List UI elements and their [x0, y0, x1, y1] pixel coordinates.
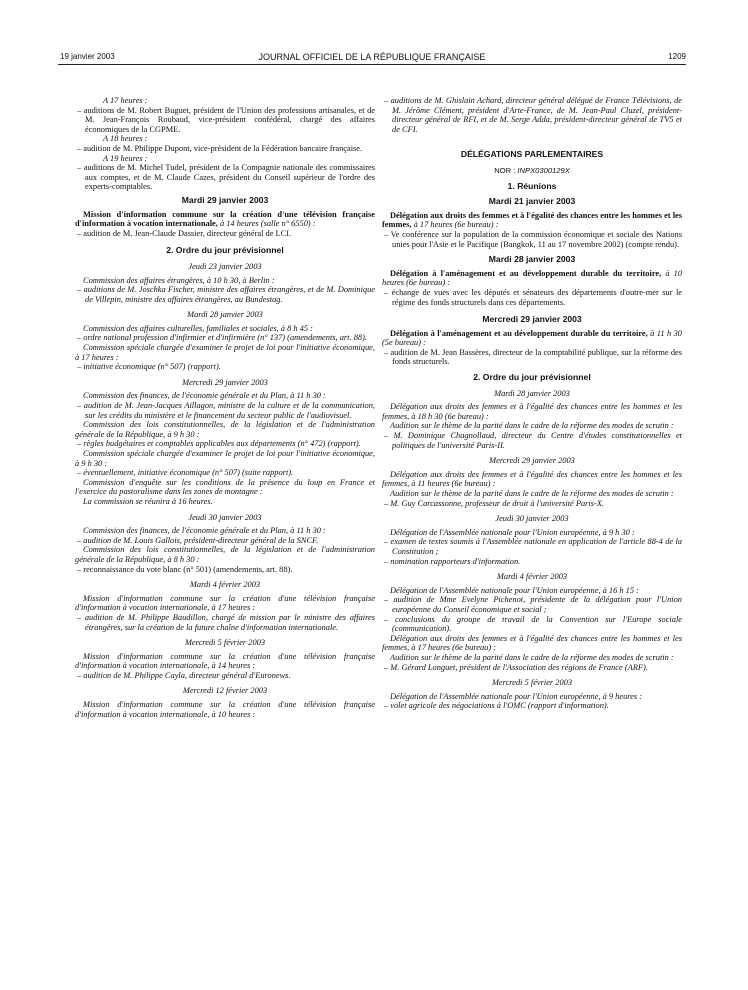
agenda-item: – initiative économique (n° 507) (rapport). [77, 362, 221, 372]
agenda-item: – volet agricole des négociations à l'OMC (rapport d'information). [384, 701, 609, 711]
date-heading: Mardi 21 janvier 2003 [488, 196, 576, 207]
agenda-body [382, 211, 682, 230]
agenda-item: – ordre national profession d'infirmier et d'infirmière (n° 137) (amendements, art. 88). [77, 333, 367, 343]
time-room: à 10 heures (6e bureau) : [382, 268, 682, 288]
agenda-item: – nomination rapporteurs d'information. [384, 556, 521, 566]
date-heading: Mercredi 12 février 2003 [182, 686, 268, 696]
agenda-item: – audition de M. Jean Bassères, directeur de la comptabilité publique, sur la réforme des fonds structurels. [384, 347, 682, 367]
date-heading: Mercredi 5 février 2003 [491, 678, 573, 688]
agenda-item: – Ve conférence sur la population de la commission économique et sociale des Nations unies pour l'Asie et le Pacifique (Bangkok, 11 au 17 novembre 2002) (compte rendu). [384, 229, 682, 249]
header-page-number: 1209 [668, 52, 686, 61]
commission-line: Mission d'information commune sur la création d'une télévision française d'information à vocation internationale, à 14 heures : [75, 651, 375, 671]
commission-line: Mission d'information commune sur la création d'une télévision française d'information à vocation internationale, à 17 heures : [75, 593, 375, 613]
agenda-item: – éventuellement, initiative économique (n° 507) (suite rapport). [77, 468, 294, 478]
commission-line: Commission des lois constitutionnelles, de la législation et de l'administration générale de la République, à 8 h 30 : [75, 545, 375, 564]
delegation-line: Délégation de l'Assemblée nationale pour l'Union européenne, à 9 h 30 : [390, 527, 635, 537]
agenda-note: La commission se réunira à 16 heures. [83, 496, 213, 506]
delegation-line: Délégation de l'Assemblée nationale pour l'Union européenne, à 16 h 15 : [390, 585, 639, 595]
agenda-item: – reconnaissance du vote blanc (n° 501) (amendements, art. 88). [77, 564, 293, 574]
agenda-item: – audition de M. Philippe Baudillon, chargé de mission par le ministre des affaires étrangères, sur la création de la future chaîne d'information internationale. [77, 612, 375, 632]
nor-label: NOR : [494, 165, 518, 175]
commission-line: Commission des affaires culturelles, familiales et sociales, à 8 h 45 : [83, 323, 313, 333]
time-room: à 17 heures (6e bureau) : [411, 220, 499, 230]
hearing-theme: Audition sur le thème de la parité dans le cadre de la réforme des modes de scrutin : [390, 489, 674, 498]
nor-code: INPX0300129X [517, 165, 570, 175]
commission-line: Commission des finances, de l'économie générale et du Plan, à 11 h 30 : [83, 526, 326, 536]
time-label: A 19 heures : [103, 153, 148, 163]
agenda-item: – audition de Mme Evelyne Pichenot, présidente de la délégation pour l'Union européenne du Conseil économique et social ; [384, 595, 682, 614]
commission-line: Commission des affaires étrangères, à 10 h 30, à Berlin : [83, 275, 275, 285]
agenda-item: – audition de M. Jean-Jacques Aillagon, ministre de la culture et de la communication, sur les crédits du ministère et le financement du secteur public de l'audiovisuel. [77, 401, 375, 420]
date-heading: Jeudi 23 janvier 2003 [188, 261, 262, 271]
hearing-theme: Audition sur le thème de la parité dans le cadre de la réforme des modes de scrutin : [390, 652, 674, 662]
agenda-body [382, 329, 682, 348]
nor-reference [382, 166, 682, 176]
delegation-line: Délégation aux droits des femmes et à l'égalité des chances entre les hommes et les femmes, à 18 h 30 (6e bureau) : [382, 402, 682, 421]
commission-line: Commission d'enquête sur les conditions de la présence du loup en France et l'exercice du pastoralisme dans les zones de montagne : [75, 477, 375, 497]
left-column [75, 96, 375, 719]
date-heading: Mercredi 5 février 2003 [184, 638, 266, 648]
agenda-item: – M. Gérard Longuet, président de l'Association des régions de France (ARF). [384, 662, 648, 672]
commission-line: Commission spéciale chargée d'examiner le projet de loi pour l'initiative économique, à 9 h 30 : [75, 449, 375, 468]
commission-line: Commission spéciale chargée d'examiner le projet de loi pour l'initiative économique, à 17 heures : [75, 343, 375, 362]
agenda-item: – échange de vues avec les députés et sénateurs des départements d'outre-mer sur le régime des fonds structurels dans ces départements. [384, 287, 682, 307]
agenda-item: – audition de M. Philippe Dupont, vice-président de la Fédération bancaire française. [77, 143, 363, 153]
date-heading: Jeudi 30 janvier 2003 [495, 514, 569, 524]
date-heading: Mardi 4 février 2003 [189, 580, 261, 590]
delegation-title: Délégation à l'aménagement et au développement durable du territoire, [390, 268, 662, 278]
date-heading: Mardi 28 janvier 2003 [494, 388, 570, 398]
header-rule [58, 64, 686, 65]
delegation-line: Délégation de l'Assemblée nationale pour l'Union européenne, à 9 heures : [390, 691, 643, 701]
agenda-item: – auditions de M. Michel Tudel, président de la Compagnie nationale des commissaires aux comptes, et de M. Claude Cazes, président du Conseil supérieur de l'ordre des experts-comptables. [77, 163, 375, 192]
delegation-line: Délégation aux droits des femmes et à l'égalité des chances entre les hommes et les femmes, à 11 heures (6e bureau) : [382, 469, 682, 489]
agenda-body [75, 210, 375, 229]
agenda-item: – auditions de M. Ghislain Achard, directeur général délégué de France Télévisions, de M. Jérôme Clément, président d'Arte-France, de M. Jean-Paul Cluzel, président-directeur général de RFI, et de M. Serge Adda, président-directeur général de TV5 et de CFI. [384, 96, 682, 134]
hearing-theme: Audition sur le thème de la parité dans le cadre de la réforme des modes de scrutin : [390, 421, 674, 431]
header-date: 19 janvier 2003 [60, 52, 115, 61]
commission-line: Mission d'information commune sur la création d'une télévision française d'information à vocation internationale, à 10 heures : [75, 700, 375, 719]
mission-title: Mission d'information commune sur la création d'une télévision française d'information à vocation internationale, [75, 209, 375, 229]
agenda-item: – M. Guy Carcassonne, professeur de droit à l'université Paris-X. [384, 498, 604, 508]
agenda-item: – auditions de M. Joschka Fischer, ministre des affaires étrangères, et de M. Dominique de Villepin, ministre des affaires étrangères, au Bundestag. [77, 285, 375, 304]
date-heading: Mardi 29 janvier 2003 [181, 194, 269, 205]
date-heading: Jeudi 30 janvier 2003 [188, 512, 262, 522]
agenda-item: – audition de M. Jean-Claude Dassier, directeur général de LCI. [77, 228, 292, 238]
section-heading: 2. Ordre du jour prévisionnel [473, 372, 591, 383]
time-label: A 18 heures : [103, 134, 148, 144]
date-heading: Mardi 4 février 2003 [496, 572, 568, 582]
date-heading: Mardi 28 janvier 2003 [488, 254, 576, 265]
commission-line: Commission des finances, de l'économie générale et du Plan, à 11 h 30 : [83, 391, 326, 401]
date-heading: Mardi 28 janvier 2003 [187, 310, 263, 320]
delegation-title: Délégation aux droits des femmes et à l'égalité des chances entre les hommes et les femmes, [382, 210, 682, 230]
agenda-body [382, 269, 682, 288]
date-heading: Mercredi 29 janvier 2003 [489, 456, 575, 466]
commission-line: Commission des lois constitutionnelles, de la législation et de l'administration générale de la République, à 9 h 30 : [75, 420, 375, 439]
date-heading: Mercredi 29 janvier 2003 [482, 314, 582, 325]
agenda-item: – règles budgétaires et comptables applicables aux départements (n° 472) (rapport). [77, 439, 361, 449]
date-heading: Mercredi 29 janvier 2003 [182, 377, 268, 387]
delegation-title: Délégation à l'aménagement et au développement durable du territoire, [390, 328, 648, 338]
time-room: à 14 heures (salle n° 6550) : [217, 219, 316, 229]
header-title: JOURNAL OFFICIEL DE LA RÉPUBLIQUE FRANÇAISE [258, 52, 486, 62]
agenda-item: – audition de M. Philippe Cayla, directeur général d'Euronews. [77, 670, 291, 680]
agenda-item: – auditions de M. Robert Buguet, président de l'Union des professions artisanales, et de M. Jean-François Roubaud, vice-président confédéral, chargé des affaires économiques de la CGPME. [77, 105, 375, 134]
delegation-line: Délégation aux droits des femmes et à l'égalité des chances entre les hommes et les femmes, à 17 heures (6e bureau) : [382, 633, 682, 653]
agenda-item: – examen de textes soumis à l'Assemblée nationale en application de l'article 88-4 de la Constitution ; [384, 537, 682, 556]
agenda-item: – M. Dominique Chagnollaud, directeur du Centre d'études constitutionnelles et politiques de l'université Paris-II. [384, 431, 682, 450]
agenda-item: – audition de M. Louis Gallois, président-directeur général de la SNCF. [77, 535, 319, 545]
right-column [382, 96, 682, 711]
agenda-item: – conclusions du groupe de travail de la Convention sur l'Europe sociale (communication). [384, 614, 682, 634]
time-room: à 11 h 30 (5e bureau) : [382, 328, 682, 348]
section-title: DÉLÉGATIONS PARLEMENTAIRES [460, 149, 604, 160]
time-label: A 17 heures : [103, 96, 148, 105]
section-heading: 1. Réunions [507, 180, 557, 191]
section-heading: 2. Ordre du jour prévisionnel [166, 245, 284, 256]
